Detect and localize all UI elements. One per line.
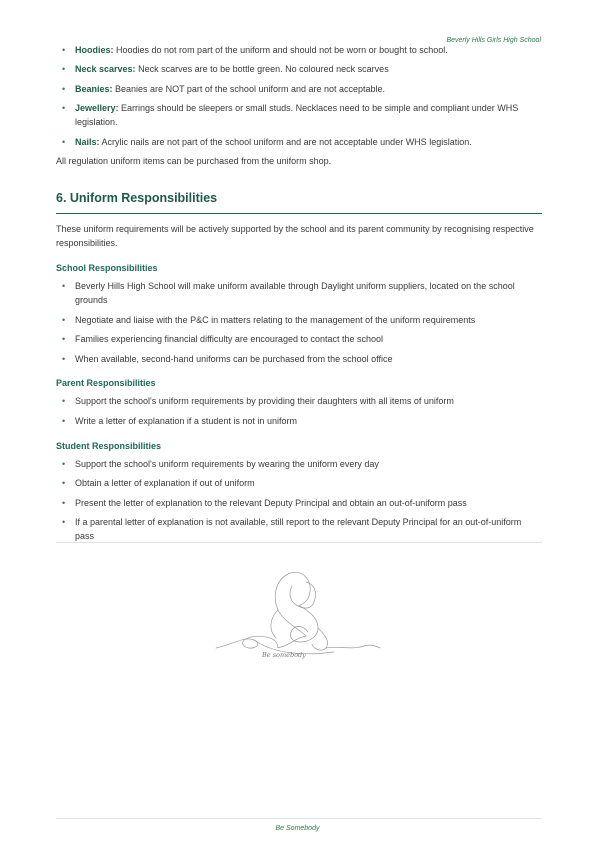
item-text: Obtain a letter of explanation if out of uniform	[75, 478, 255, 489]
section-intro: These uniform requirements will be actively supported by the school and its parent community by recognising respective responsibilities.	[56, 224, 534, 249]
sketch-caption: Be somebody	[262, 651, 306, 659]
bullet-icon: •	[62, 136, 66, 147]
bullet-icon: •	[62, 103, 66, 114]
school-responsibilities-heading: School Responsibilities	[56, 263, 158, 274]
rule-label: Hoodies:	[75, 45, 114, 55]
student-responsibilities-heading: Student Responsibilities	[56, 440, 162, 451]
item-text: Beverly Hills High School will make uniform available through Daylight uniform suppliers, located on the school grounds	[75, 281, 515, 306]
list-item	[56, 136, 542, 150]
rule-label: Beanies:	[75, 83, 113, 94]
item-text: Write a letter of explanation if a student is not in uniform	[75, 415, 297, 426]
rule-label: Neck scarves:	[75, 64, 136, 75]
list-item	[56, 102, 542, 130]
rule-text: Neck scarves are to be bottle green. No coloured neck scarves	[135, 64, 389, 75]
footer-motto: Be Somebody	[275, 825, 320, 832]
bullet-icon: •	[62, 396, 66, 407]
item-text: Support the school's uniform requirements by wearing the uniform every day	[75, 458, 379, 469]
list-item	[56, 44, 542, 58]
girl-line-drawing-icon	[214, 566, 382, 662]
rule-label: Nails:	[75, 136, 100, 147]
list-item	[56, 280, 542, 308]
header-school-name: Beverly Hills Girls High School	[446, 37, 541, 44]
list-item	[56, 516, 542, 544]
rule-text: Beanies are NOT part of the school uniform and are not acceptable.	[112, 83, 386, 94]
bullet-icon: •	[62, 64, 66, 75]
item-text: Present the letter of explanation to the relevant Deputy Principal and obtain an out-of-uniform pass	[75, 497, 467, 508]
parent-responsibilities-heading: Parent Responsibilities	[56, 378, 156, 389]
bullet-icon: •	[62, 281, 66, 292]
list-item	[56, 314, 542, 328]
rule-label: Jewellery:	[75, 103, 119, 114]
bullet-icon: •	[62, 497, 66, 508]
school-responsibilities-list	[56, 280, 542, 366]
list-item	[56, 333, 542, 347]
footer-divider	[56, 818, 542, 819]
bullet-icon: •	[62, 314, 66, 325]
list-item	[56, 497, 542, 511]
rule-text: Acrylic nails are not part of the school uniform and are not acceptable under WHS legislation.	[99, 136, 472, 147]
bullet-icon: •	[62, 415, 66, 426]
list-item	[56, 395, 542, 409]
item-text: If a parental letter of explanation is not available, still report to the relevant Deputy Principal for an out-of-uniform pass	[75, 517, 522, 541]
item-text: Families experiencing financial difficulty are encouraged to contact the school	[75, 334, 384, 345]
section-heading: 6. Uniform Responsibilities	[56, 189, 542, 214]
document-body	[56, 44, 542, 549]
bullet-icon: •	[62, 353, 66, 364]
student-responsibilities-list	[56, 458, 542, 544]
regulation-note: All regulation uniform items can be purchased from the uniform shop.	[56, 156, 332, 167]
list-item	[56, 458, 542, 472]
section-divider	[56, 542, 542, 543]
uniform-rules-list	[56, 44, 542, 150]
bullet-icon: •	[62, 517, 66, 527]
bullet-icon: •	[62, 83, 66, 94]
item-text: Negotiate and liaise with the P&C in matters relating to the management of the uniform requirements	[75, 314, 476, 325]
bullet-icon: •	[62, 334, 66, 345]
rule-text: Earrings should be sleepers or small studs. Necklaces need to be simple and compliant under WHS legislation.	[75, 103, 519, 128]
item-text: When available, second-hand uniforms can be purchased from the school office	[75, 353, 393, 364]
bullet-icon: •	[62, 45, 66, 55]
parent-responsibilities-list	[56, 395, 542, 428]
list-item	[56, 415, 542, 429]
item-text: Support the school's uniform requirements by providing their daughters with all items of uniform	[75, 396, 454, 407]
list-item	[56, 353, 542, 367]
rule-text: Hoodies do not rom part of the uniform and should not be worn or bought to school.	[113, 45, 448, 55]
bullet-icon: •	[62, 478, 66, 489]
list-item	[56, 63, 542, 77]
list-item	[56, 477, 542, 491]
list-item	[56, 83, 542, 97]
bullet-icon: •	[62, 458, 66, 469]
